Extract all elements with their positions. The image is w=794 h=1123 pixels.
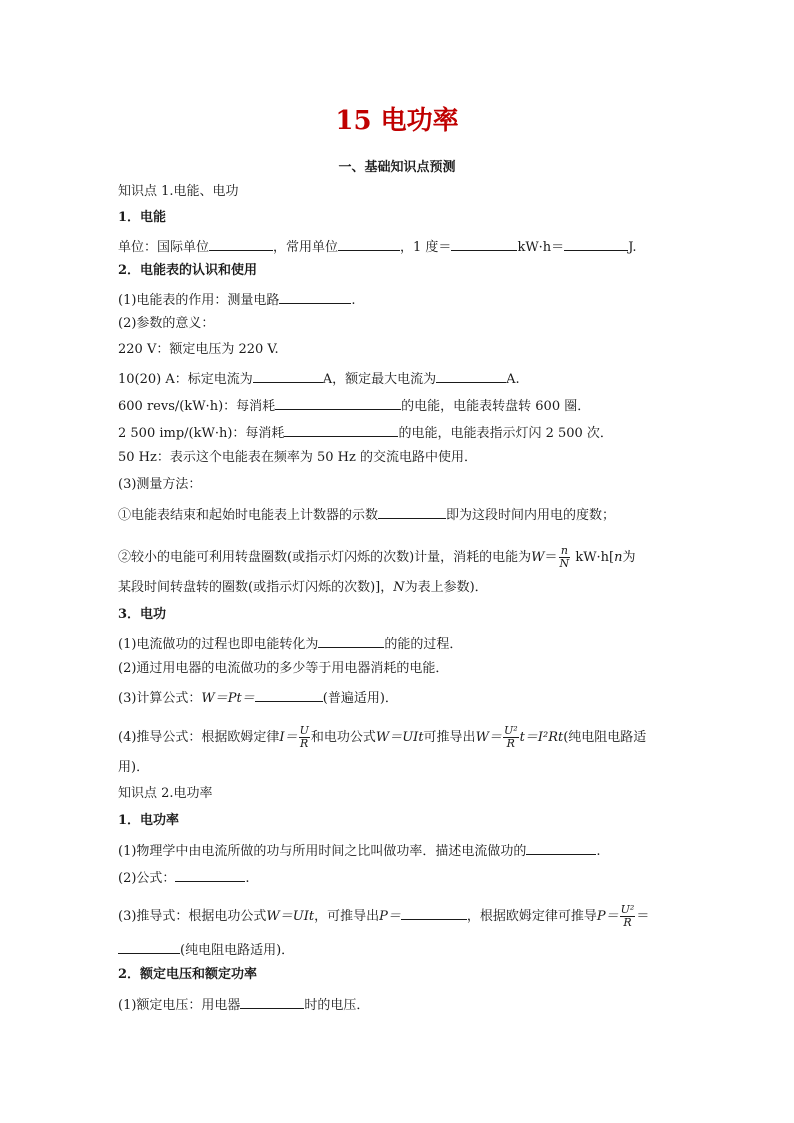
param-voltage: 220 V：额定电压为 220 V.	[118, 342, 279, 357]
page-title: 15 电功率	[335, 106, 459, 136]
meter-params-heading: (2)参数的意义：	[118, 316, 215, 331]
blank-rated-voltage[interactable]	[240, 995, 304, 1009]
method-2-line: ②较小的电能可利用转盘圈数(或指示灯闪烁的次数)计量，消耗的电能为W＝ $\frac{n}{N}$ kW·h[n为	[118, 544, 636, 570]
subsection-meter: 2．电能表的认识和使用	[118, 263, 258, 278]
param-frequency: 50 Hz：表示这个电能表在频率为 50 Hz 的交流电路中使用．	[118, 450, 477, 465]
meter-function-line: (1)电能表的作用：测量电路 .	[118, 290, 356, 309]
blank-power-resistive[interactable]	[118, 940, 180, 954]
subsection-rated-values: 2．额定电压和额定功率	[118, 967, 258, 982]
subsection-electric-energy: 1．电能	[118, 210, 167, 225]
blank-si-unit[interactable]	[209, 237, 273, 251]
fraction-n-over-N: $\frac{n}{N}$	[559, 544, 570, 570]
power-1-line: (1)物理学中由电流所做的功与所用时间之比叫做功率．描述电流做功的 .	[118, 841, 601, 860]
subsection-electric-work: 3．电功	[118, 607, 167, 622]
work-4-continued: 用)．	[118, 760, 150, 775]
rated-voltage-line: (1)额定电压：用电器 时的电压．	[118, 995, 369, 1014]
blank-degree-kwh[interactable]	[451, 237, 517, 251]
blank-max-current[interactable]	[436, 369, 506, 383]
power-3-continued: (纯电阻电路适用)．	[118, 940, 294, 959]
blank-rated-current[interactable]	[253, 369, 323, 383]
blank-work-formula[interactable]	[255, 688, 323, 702]
work-1-line: (1)电流做功的过程也即电能转化为 的能的过程．	[118, 634, 462, 653]
blank-power-describes[interactable]	[526, 841, 596, 855]
blank-meter-measures[interactable]	[279, 290, 351, 304]
work-2-line: (2)通过用电器的电流做功的多少等于用电器消耗的电能．	[118, 661, 449, 676]
work-4-line: (4)推导公式：根据欧姆定律I＝ $\frac{U}{R}$ 和电功公式W＝UIt可推导出W＝ $\frac{\text{U²}}{R}$ t＝I²Rt(纯电阻电路适	[118, 724, 647, 750]
blank-power-derived[interactable]	[401, 906, 467, 920]
subsection-electric-power: 1．电功率	[118, 813, 180, 828]
blank-degree-joule[interactable]	[564, 237, 628, 251]
section-heading: 一、基础知识点预测	[338, 160, 456, 175]
fraction-U2-over-R-power: $\frac{\text{U²}}{R}$	[620, 903, 635, 929]
blank-power-formula[interactable]	[175, 868, 245, 882]
work-3-line: (3)计算公式：W＝Pt＝ (普遍适用)．	[118, 688, 398, 707]
blank-counter-diff[interactable]	[378, 505, 446, 519]
measure-method-heading: (3)测量方法：	[118, 477, 202, 492]
unit-line: 单位：国际单位 ，常用单位 ，1 度＝ kW·h＝ J.	[118, 237, 637, 256]
power-3-line: (3)推导式：根据电功公式W＝UIt，可推导出P＝ ，根据欧姆定律可推导P＝ $\frac{\text{U²}}{R}$ ＝	[118, 903, 650, 929]
power-2-line: (2)公式： .	[118, 868, 250, 887]
param-revs-line: 600 revs/(kW·h)：每消耗 的电能，电能表转盘转 600 圈．	[118, 396, 590, 415]
blank-energy-form[interactable]	[318, 634, 384, 648]
method-1-line: ①电能表结束和起始时电能表上计数器的示数 即为这段时间内用电的度数；	[118, 505, 615, 524]
blank-common-unit[interactable]	[338, 237, 400, 251]
param-current-line: 10(20) A：标定电流为 A，额定最大电流为 A.	[118, 369, 520, 388]
param-imp-line: 2 500 imp/(kW·h)：每消耗 的电能，电能表指示灯闪 2 500 次．	[118, 423, 613, 442]
knowledge-point-1-heading: 知识点 1.电能、电功	[118, 184, 239, 199]
blank-imp-energy[interactable]	[284, 423, 398, 437]
fraction-U2-over-R: $\frac{\text{U²}}{R}$	[503, 724, 518, 750]
method-2-continued: 某段时间转盘转的圈数(或指示灯闪烁的次数)]，N为表上参数)．	[118, 580, 488, 595]
blank-revs-energy[interactable]	[275, 396, 401, 410]
knowledge-point-2-heading: 知识点 2.电功率	[118, 786, 213, 801]
fraction-U-over-R: $\frac{U}{R}$	[299, 724, 309, 750]
